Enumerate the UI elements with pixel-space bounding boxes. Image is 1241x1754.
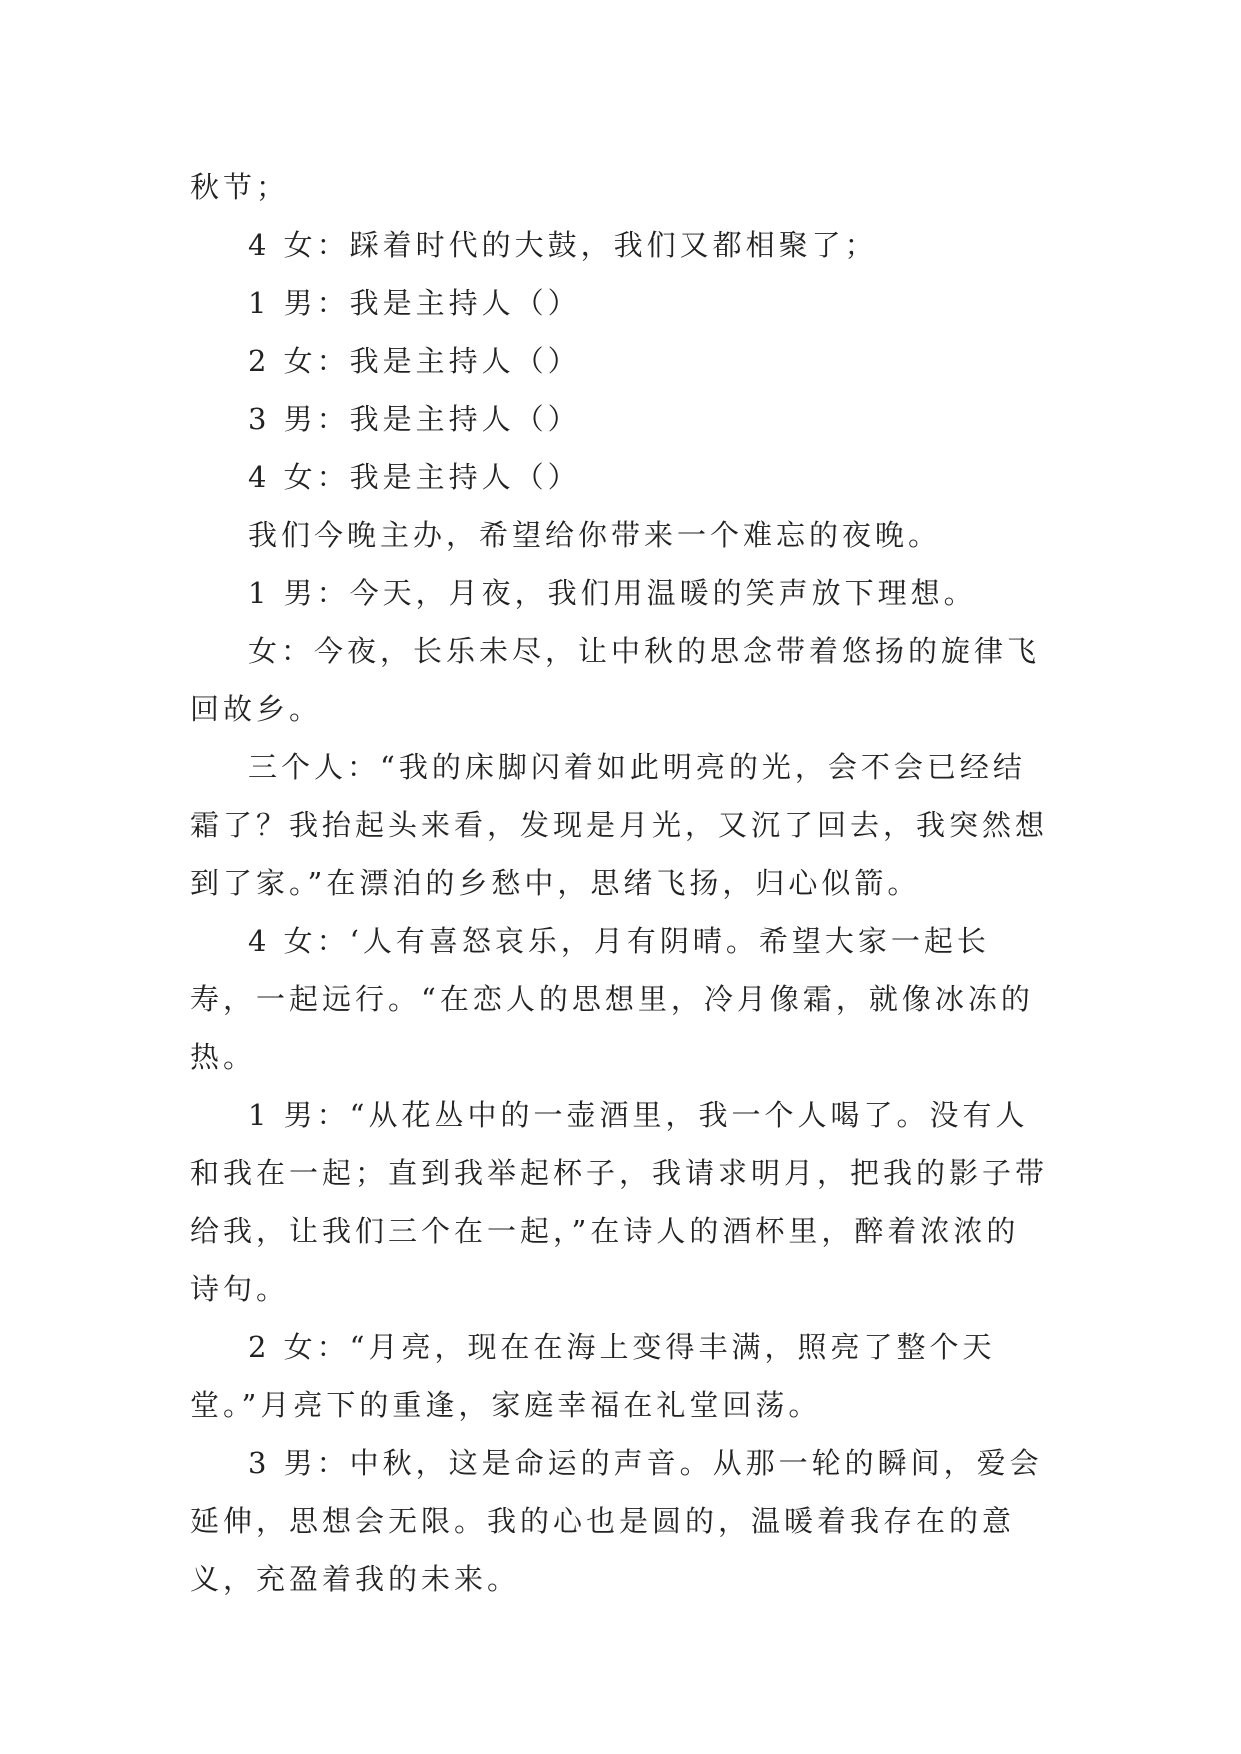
paragraph-welcome: 我们今晚主办，希望给你带来一个难忘的夜晚。: [248, 518, 942, 552]
paragraph-host-3: 3 男：我是主持人（）: [248, 402, 581, 436]
paragraph-female-tonight: 女：今夜，长乐未尽，让中秋的思念带着悠扬的旋律飞回故乡。: [190, 634, 1041, 726]
paragraph-1-male-wine: 1 男：“从花丛中的一壶酒里，我一个人喝了。没有人和我在一起；直到我举起杯子，我请求明月，把我的影子带给我，让我们三个在一起，”在诗人的酒杯里，醉着浓浓的诗句。: [190, 1098, 1049, 1306]
paragraph-4-female-intro: 4 女：踩着时代的大鼓，我们又都相聚了；: [248, 228, 878, 262]
paragraph-host-1: 1 男：我是主持人（）: [248, 286, 581, 320]
paragraph-host-4: 4 女：我是主持人（）: [248, 460, 581, 494]
paragraph-1-male-tonight: 1 男：今天，月夜，我们用温暖的笑声放下理想。: [248, 576, 977, 610]
document-body: [190, 158, 1050, 1608]
paragraph-continuation: 秋节；: [190, 170, 290, 204]
paragraph-host-2: 2 女：我是主持人（）: [248, 344, 581, 378]
paragraph-3-male-fate: 3 男：中秋，这是命运的声音。从那一轮的瞬间，爱会延伸，思想会无限。我的心也是圆的，温暖着我存在的意义，充盈着我的未来。: [190, 1446, 1043, 1596]
paragraph-4-female-moon: 4 女：‘人有喜怒哀乐，月有阴晴。希望大家一起长寿，一起远行。“在恋人的思想里，冷月像霜，就像冰冻的热。: [190, 924, 1034, 1074]
paragraph-2-female-sea: 2 女：“月亮，现在在海上变得丰满，照亮了整个天堂。”月亮下的重逢，家庭幸福在礼堂回荡。: [190, 1330, 996, 1422]
paragraph-three-people: 三个人：“我的床脚闪着如此明亮的光，会不会已经结霜了？我抬起头来看，发现是月光，又沉了回去，我突然想到了家。”在漂泊的乡愁中，思绪飞扬，归心似箭。: [190, 750, 1049, 900]
